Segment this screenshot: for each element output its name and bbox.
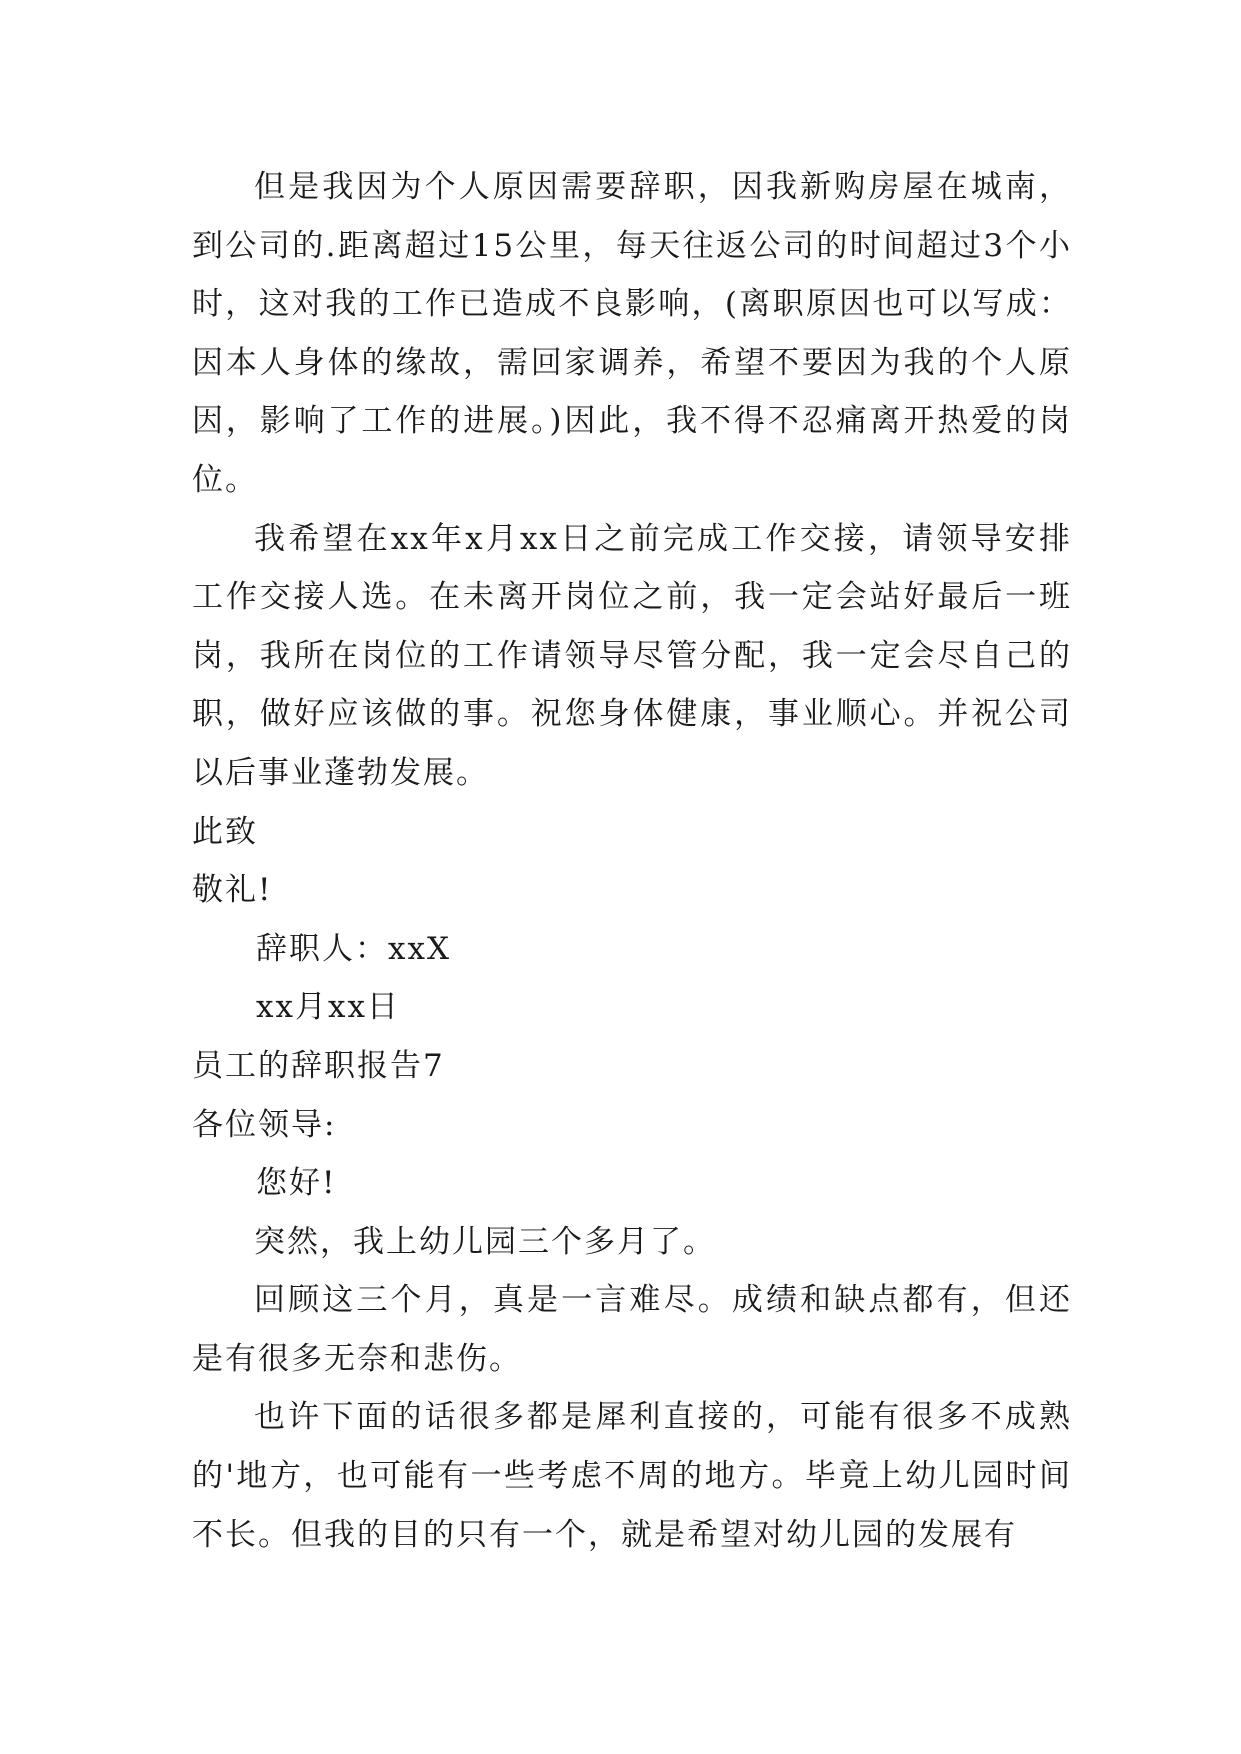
document-body xyxy=(192,158,1072,1564)
signer-line: 辞职人：xxX xyxy=(256,930,452,967)
greeting-line: 您好! xyxy=(256,1165,337,1202)
paragraph-handover: 我希望在xx年x月xx日之前完成工作交接，请领导安排工作交接人选。在未离开岗位之前，我一定会站好最后一班岗，我所在岗位的工作请领导尽管分配，我一定会尽自己的职，做好应该做的事。祝您身体健康，事业顺心。并祝公司以后事业蓬勃发展。 xyxy=(192,520,1072,791)
paragraph-reflection: 也许下面的话很多都是犀利直接的，可能有很多不成熟的'地方，也可能有一些考虑不周的地方。毕竟上幼儿园时间不长。但我的目的只有一个，就是希望对幼儿园的发展有 xyxy=(192,1399,1072,1553)
salutation-line: 各位领导: xyxy=(192,1106,337,1143)
section-heading: 员工的辞职报告7 xyxy=(192,1047,445,1084)
closing-jingli: 敬礼! xyxy=(192,872,273,909)
closing-cizhi: 此致 xyxy=(192,813,258,850)
paragraph-review: 回顾这三个月，真是一言难尽。成绩和缺点都有，但还是有很多无奈和悲伤。 xyxy=(192,1282,1072,1377)
paragraph-resign-reason: 但是我因为个人原因需要辞职，因我新购房屋在城南，到公司的.距离超过15公里，每天往返公司的时间超过3个小时，这对我的工作已造成不良影响，(离职原因也可以写成：因本人身体的缘故，需回家调养，希望不要因为我的个人原因，影响了工作的进展。)因此，我不得不忍痛离开热爱的岗位。 xyxy=(192,169,1072,498)
date-line: xx月xx日 xyxy=(256,989,400,1026)
paragraph-kindergarten-intro: 突然，我上幼儿园三个多月了。 xyxy=(254,1223,716,1260)
